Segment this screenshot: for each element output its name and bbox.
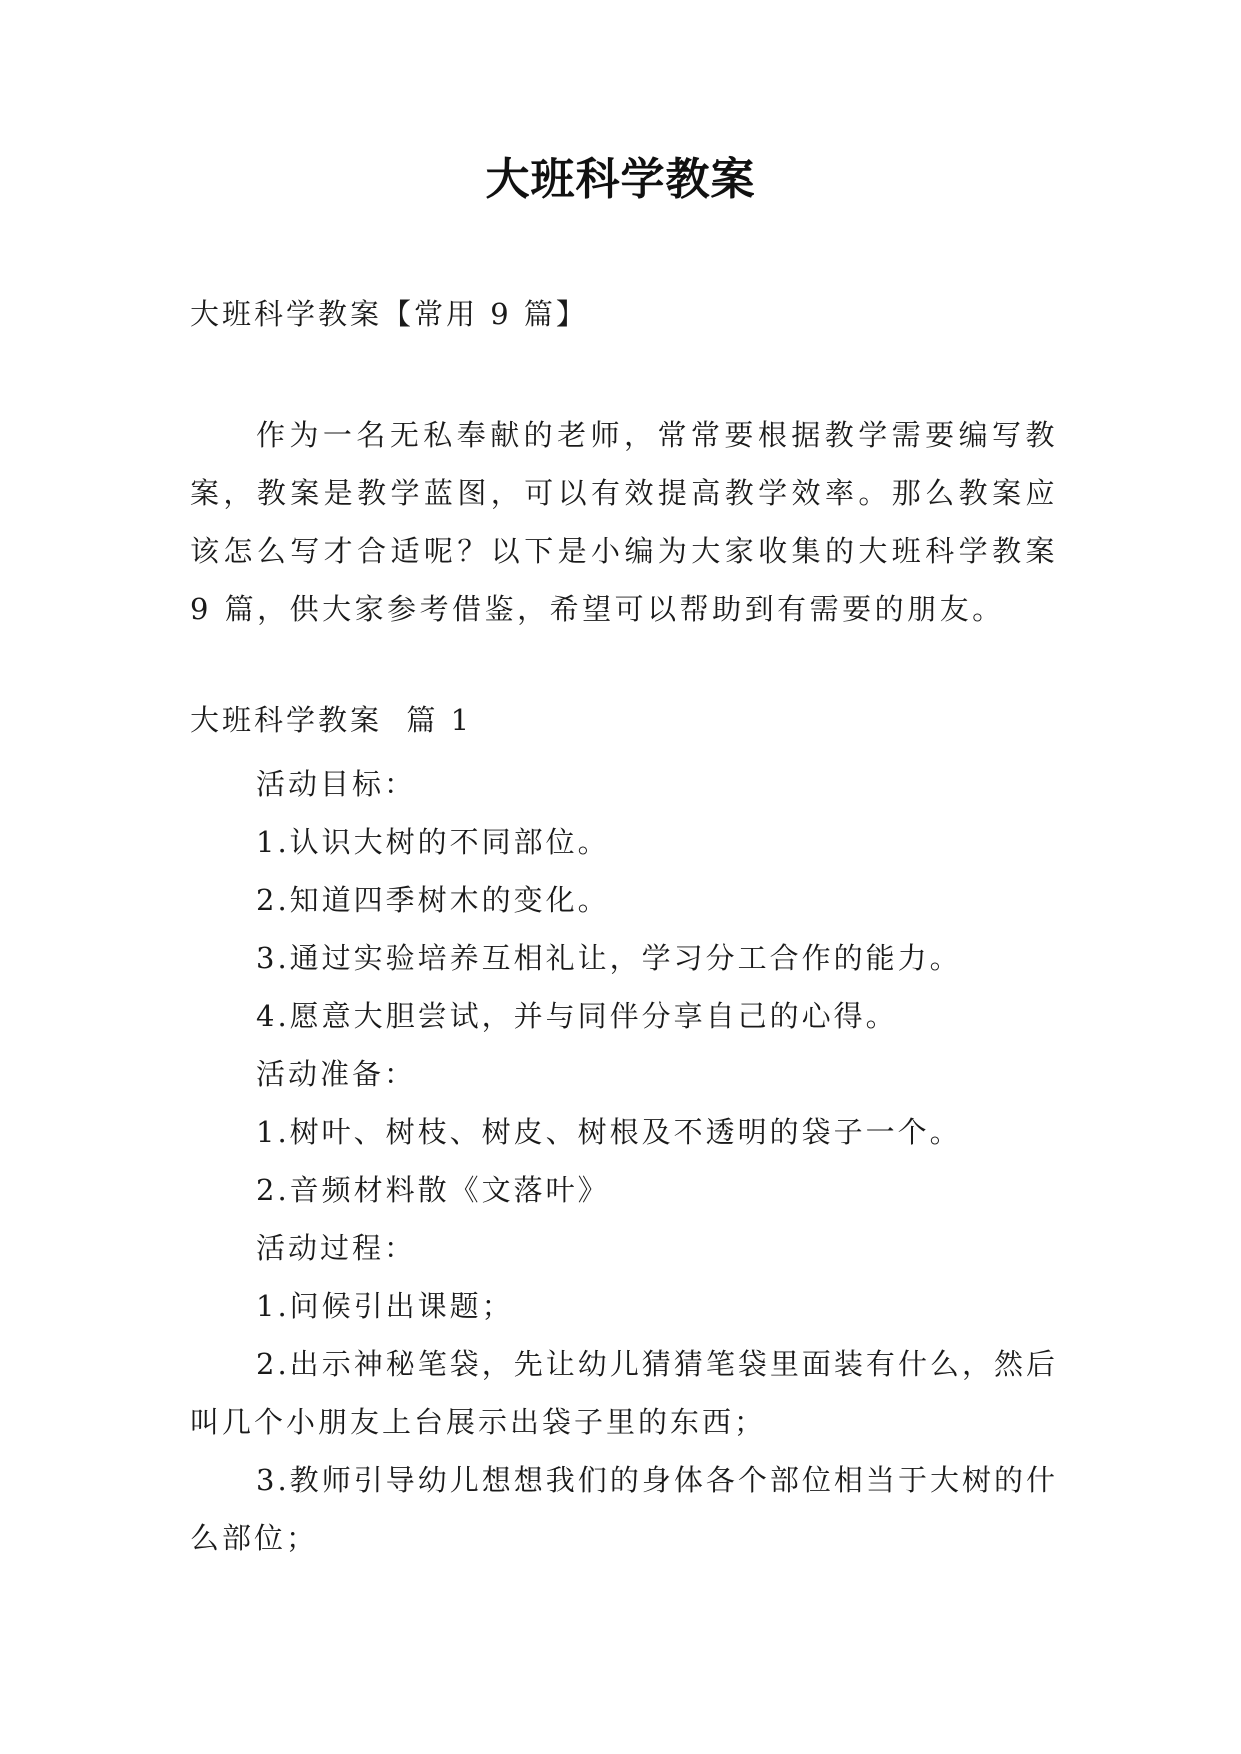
document-subtitle: 大班科学教案【常用 9 篇】 (190, 297, 588, 331)
body-line: 活动准备： (256, 1057, 417, 1091)
body-line: 1.认识大树的不同部位。 (256, 825, 610, 859)
section-body (190, 755, 1058, 1567)
body-line: 活动过程： (256, 1231, 417, 1265)
body-line: 2.音频材料散《文落叶》 (256, 1173, 610, 1207)
body-line: 1.问候引出课题； (256, 1289, 514, 1323)
body-line: 3.通过实验培养互相礼让，学习分工合作的能力。 (256, 941, 962, 975)
body-line: 3.教师引导幼儿想想我们的身体各个部位相当于大树的什么部位； (190, 1463, 1058, 1555)
intro-paragraph: 作为一名无私奉献的老师，常常要根据教学需要编写教案，教案是教学蓝图，可以有效提高教学效率。那么教案应该怎么写才合适呢？以下是小编为大家收集的大班科学教案 9 篇，供大家参考借鉴，希望可以帮助到有需要的朋友。 (190, 418, 1058, 626)
body-line: 4.愿意大胆尝试，并与同伴分享自己的心得。 (256, 999, 898, 1033)
body-line: 2.出示神秘笔袋，先让幼儿猜猜笔袋里面装有什么，然后叫几个小朋友上台展示出袋子里的东西； (190, 1347, 1058, 1439)
body-line: 活动目标： (256, 767, 417, 801)
body-line: 2.知道四季树木的变化。 (256, 883, 610, 917)
body-line: 1.树叶、树枝、树皮、树根及不透明的袋子一个。 (256, 1115, 962, 1149)
document-title: 大班科学教案 (485, 154, 756, 205)
section-heading: 大班科学教案 篇 1 (190, 703, 473, 737)
